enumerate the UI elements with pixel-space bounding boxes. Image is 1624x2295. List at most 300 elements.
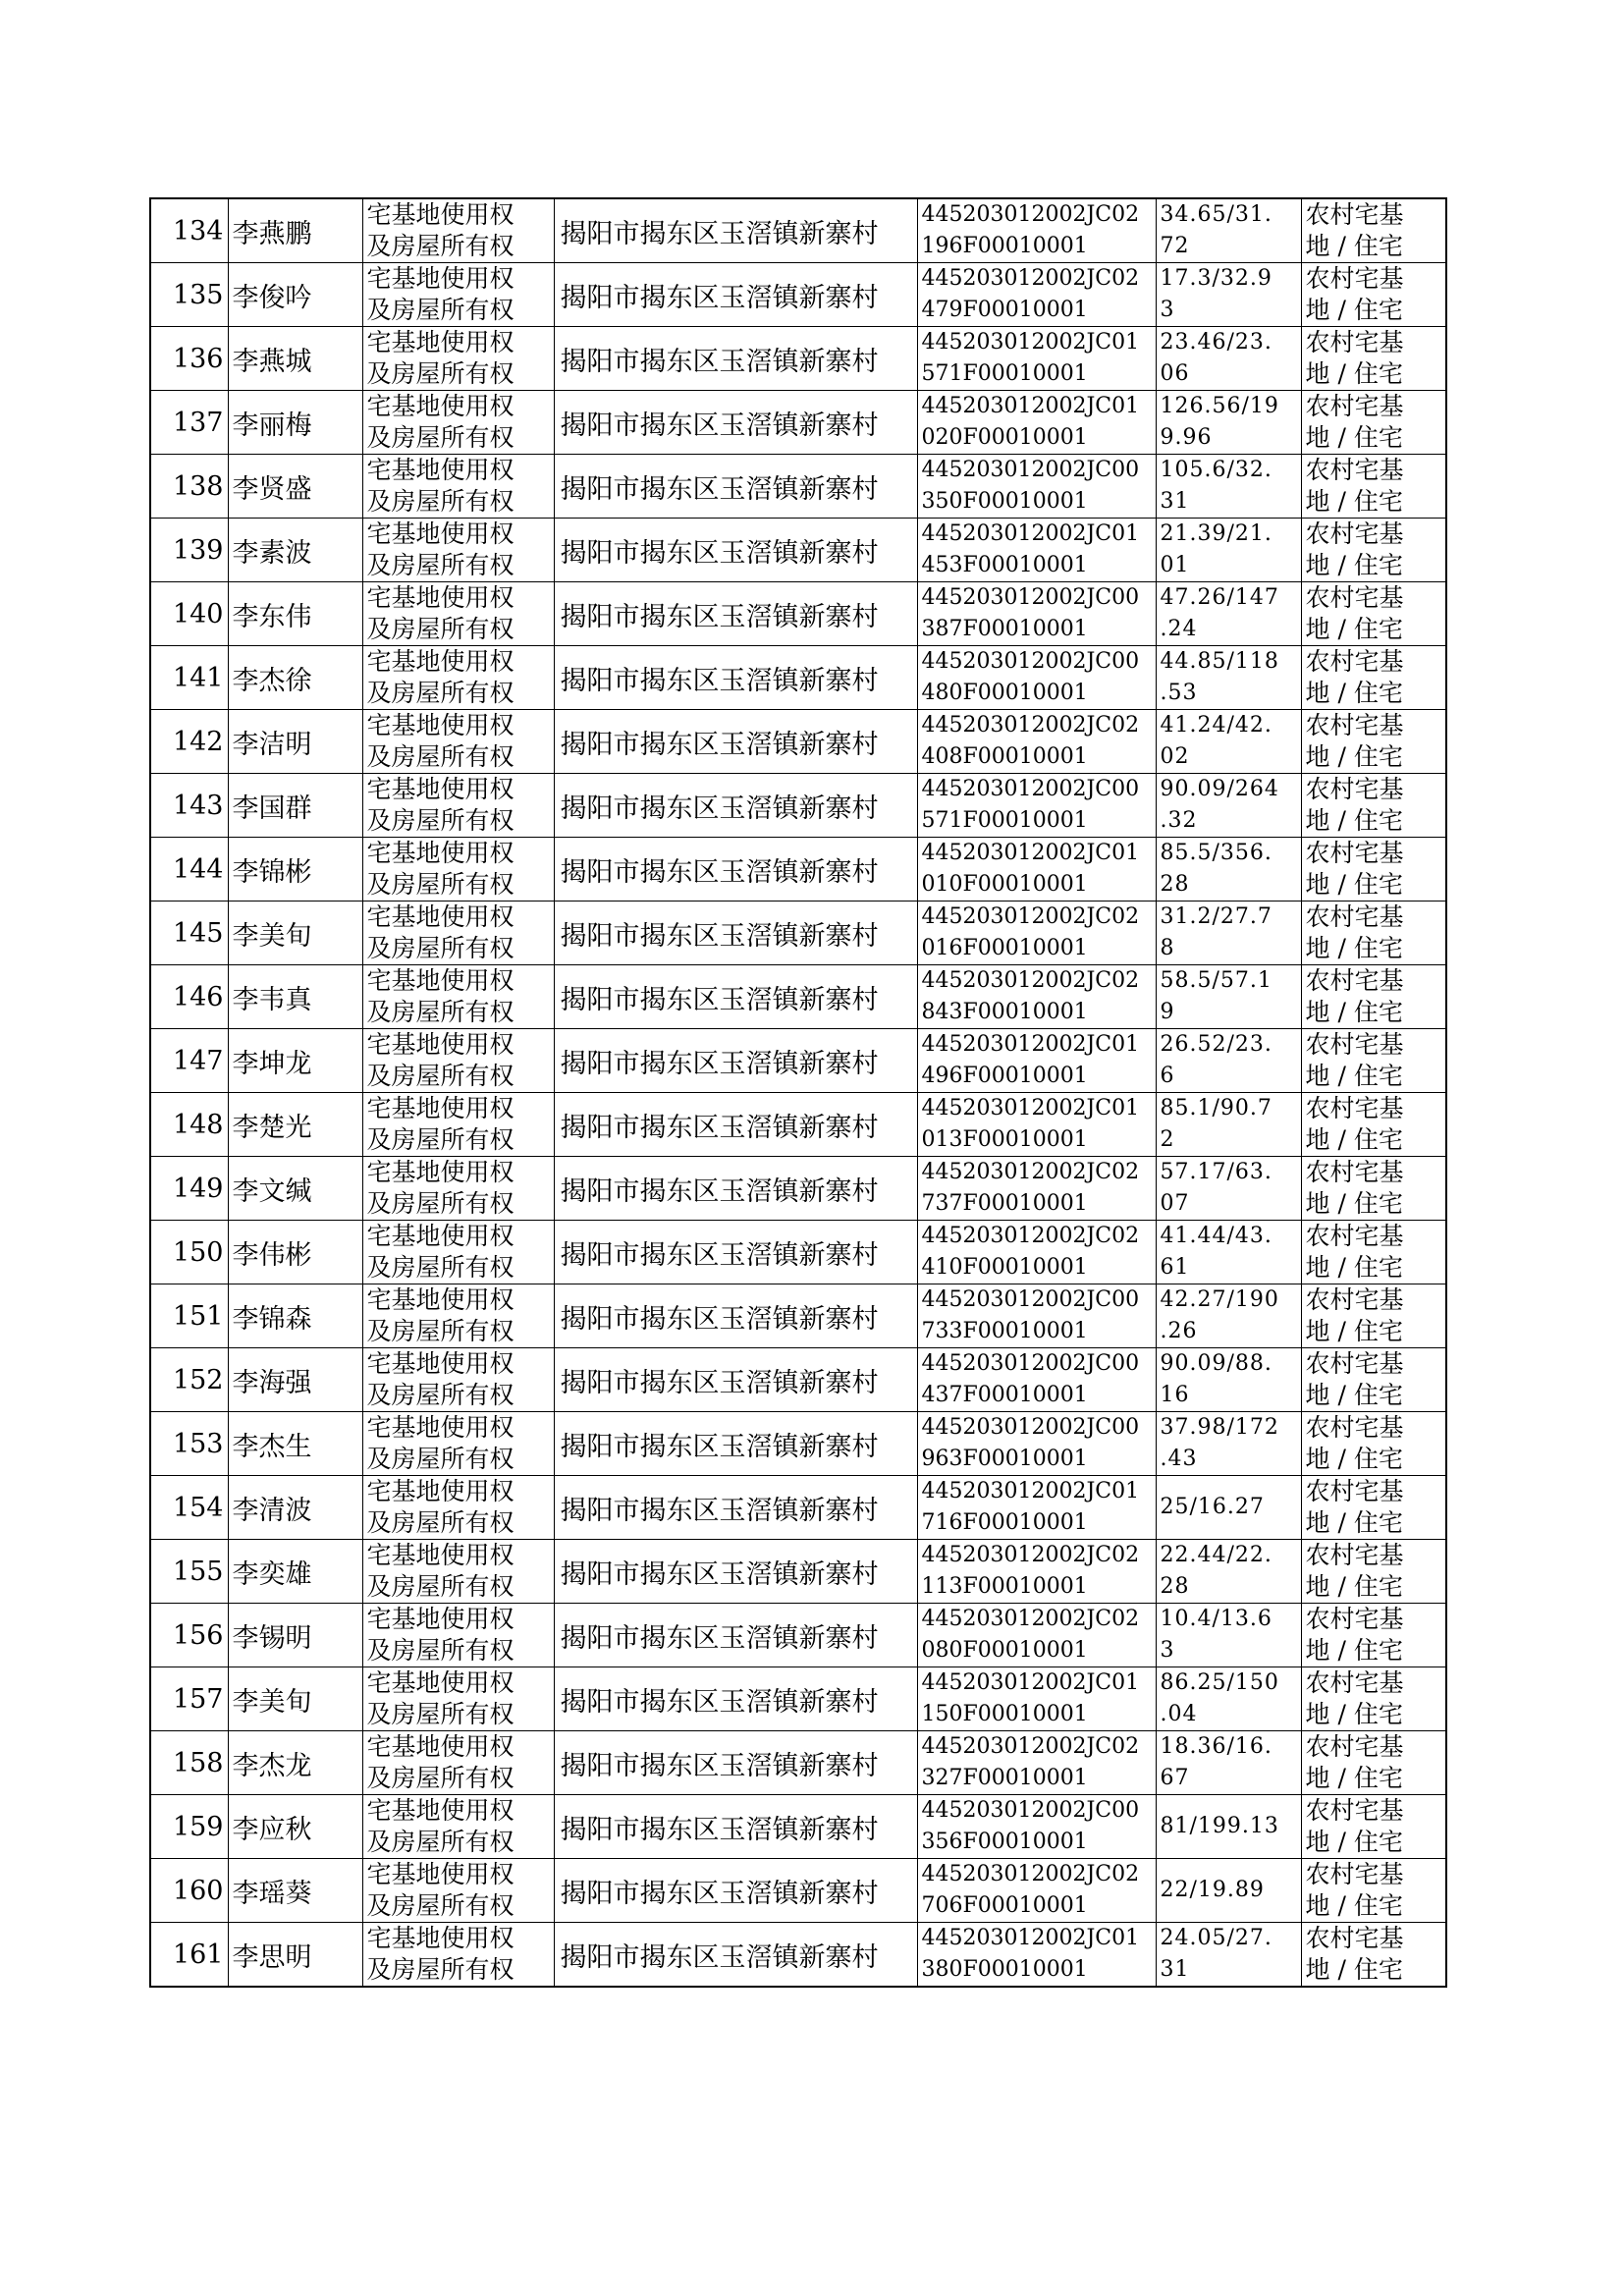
owner-name: 李贤盛 xyxy=(228,455,362,519)
right-type-cell xyxy=(362,1284,554,1348)
parcel-code-cell xyxy=(917,1859,1156,1923)
area-cell xyxy=(1156,774,1301,838)
table-row xyxy=(150,1157,1446,1221)
right-type-cell xyxy=(362,263,554,327)
owner-name: 李东伟 xyxy=(228,582,362,646)
area-cell xyxy=(1156,1348,1301,1412)
area-line: 85.5/356. xyxy=(1160,841,1272,865)
area-cell xyxy=(1156,1412,1301,1476)
land-use-cell xyxy=(1301,965,1446,1029)
right-type-line: 及房屋所有权 xyxy=(366,1317,514,1345)
right-type-cell xyxy=(362,838,554,902)
area-cell xyxy=(1156,519,1301,582)
row-number: 155 xyxy=(150,1540,228,1604)
area-line: 22/19.89 xyxy=(1160,1878,1265,1902)
parcel-code-cell xyxy=(917,965,1156,1029)
parcel-code-line: 445203012002JC00 xyxy=(921,1798,1140,1823)
parcel-code-line: 445203012002JC01 xyxy=(921,841,1140,865)
parcel-code-cell xyxy=(917,1284,1156,1348)
land-use-line: 地 / 住宅 xyxy=(1305,1955,1403,1984)
right-type-cell xyxy=(362,1731,554,1795)
land-use-cell xyxy=(1301,1157,1446,1221)
area-line: 17.3/32.9 xyxy=(1160,266,1272,291)
owner-name: 李奕雄 xyxy=(228,1540,362,1604)
land-use-line: 农村宅基 xyxy=(1305,1605,1404,1633)
right-type-cell xyxy=(362,710,554,774)
right-type-cell xyxy=(362,1412,554,1476)
land-use-line: 地 / 住宅 xyxy=(1305,296,1403,324)
row-number: 158 xyxy=(150,1731,228,1795)
right-type-line: 宅基地使用权 xyxy=(366,328,514,356)
right-type-line: 及房屋所有权 xyxy=(366,679,514,707)
location: 揭阳市揭东区玉滘镇新寨村 xyxy=(554,1157,917,1221)
land-use-line: 地 / 住宅 xyxy=(1305,1828,1403,1856)
parcel-code-line: 445203012002JC01 xyxy=(921,1479,1140,1503)
parcel-code-cell xyxy=(917,1157,1156,1221)
land-use-line: 地 / 住宅 xyxy=(1305,1125,1403,1154)
right-type-cell xyxy=(362,1667,554,1731)
parcel-code-cell xyxy=(917,519,1156,582)
area-line: 31.2/27.7 xyxy=(1160,904,1272,929)
row-number: 157 xyxy=(150,1667,228,1731)
location: 揭阳市揭东区玉滘镇新寨村 xyxy=(554,1476,917,1540)
location: 揭阳市揭东区玉滘镇新寨村 xyxy=(554,1731,917,1795)
location: 揭阳市揭东区玉滘镇新寨村 xyxy=(554,1540,917,1604)
owner-name: 李文缄 xyxy=(228,1157,362,1221)
land-use-line: 地 / 住宅 xyxy=(1305,1189,1403,1218)
land-use-line: 地 / 住宅 xyxy=(1305,934,1403,962)
row-number: 139 xyxy=(150,519,228,582)
area-line: 26.52/23. xyxy=(1160,1032,1272,1057)
table-row xyxy=(150,455,1446,519)
parcel-code-line: 445203012002JC00 xyxy=(921,458,1140,482)
right-type-line: 宅基地使用权 xyxy=(366,1477,514,1505)
area-line: 8 xyxy=(1160,936,1175,960)
parcel-code-line: 445203012002JC02 xyxy=(921,968,1140,993)
right-type-line: 宅基地使用权 xyxy=(366,1541,514,1569)
parcel-code-line: 327F00010001 xyxy=(921,1766,1088,1790)
right-type-cell xyxy=(362,1923,554,1988)
area-line: 10.4/13.6 xyxy=(1160,1607,1272,1631)
land-use-cell xyxy=(1301,902,1446,965)
location: 揭阳市揭东区玉滘镇新寨村 xyxy=(554,1923,917,1988)
area-cell xyxy=(1156,327,1301,391)
right-type-line: 宅基地使用权 xyxy=(366,1860,514,1888)
area-line: 25/16.27 xyxy=(1160,1495,1265,1519)
land-use-cell xyxy=(1301,838,1446,902)
land-use-line: 地 / 住宅 xyxy=(1305,998,1403,1026)
land-use-cell xyxy=(1301,1731,1446,1795)
table-row xyxy=(150,646,1446,710)
right-type-line: 宅基地使用权 xyxy=(366,1094,514,1122)
parcel-code-cell xyxy=(917,774,1156,838)
parcel-code-line: 963F00010001 xyxy=(921,1447,1088,1471)
row-number: 148 xyxy=(150,1093,228,1157)
right-type-cell xyxy=(362,1348,554,1412)
right-type-line: 宅基地使用权 xyxy=(366,1158,514,1186)
row-number: 152 xyxy=(150,1348,228,1412)
table-row xyxy=(150,1859,1446,1923)
land-use-cell xyxy=(1301,646,1446,710)
right-type-line: 及房屋所有权 xyxy=(366,1189,514,1218)
right-type-line: 宅基地使用权 xyxy=(366,1349,514,1378)
land-use-cell xyxy=(1301,327,1446,391)
land-use-line: 地 / 住宅 xyxy=(1305,742,1403,771)
parcel-code-line: 380F00010001 xyxy=(921,1957,1088,1982)
right-type-line: 及房屋所有权 xyxy=(366,806,514,835)
row-number: 134 xyxy=(150,198,228,263)
table-row xyxy=(150,519,1446,582)
area-cell xyxy=(1156,902,1301,965)
location: 揭阳市揭东区玉滘镇新寨村 xyxy=(554,327,917,391)
right-type-line: 宅基地使用权 xyxy=(366,711,514,739)
parcel-code-cell xyxy=(917,646,1156,710)
location: 揭阳市揭东区玉滘镇新寨村 xyxy=(554,198,917,263)
land-use-line: 农村宅基 xyxy=(1305,519,1404,548)
owner-name: 李清波 xyxy=(228,1476,362,1540)
parcel-code-cell xyxy=(917,1795,1156,1859)
area-line: 72 xyxy=(1160,234,1190,258)
table-row xyxy=(150,1923,1446,1988)
area-cell xyxy=(1156,582,1301,646)
parcel-code-line: 408F00010001 xyxy=(921,744,1088,769)
land-use-line: 农村宅基 xyxy=(1305,1158,1404,1186)
land-use-line: 地 / 住宅 xyxy=(1305,870,1403,899)
land-use-line: 农村宅基 xyxy=(1305,1924,1404,1952)
parcel-code-cell xyxy=(917,327,1156,391)
parcel-code-cell xyxy=(917,838,1156,902)
parcel-code-line: 445203012002JC02 xyxy=(921,713,1140,738)
area-cell xyxy=(1156,391,1301,455)
right-type-cell xyxy=(362,327,554,391)
parcel-code-line: 387F00010001 xyxy=(921,617,1088,641)
land-use-cell xyxy=(1301,263,1446,327)
area-cell xyxy=(1156,1221,1301,1284)
right-type-line: 宅基地使用权 xyxy=(366,1030,514,1059)
land-use-cell xyxy=(1301,1284,1446,1348)
row-number: 160 xyxy=(150,1859,228,1923)
location: 揭阳市揭东区玉滘镇新寨村 xyxy=(554,519,917,582)
right-type-line: 及房屋所有权 xyxy=(366,998,514,1026)
owner-name: 李应秋 xyxy=(228,1795,362,1859)
land-use-line: 地 / 住宅 xyxy=(1305,1062,1403,1090)
area-line: 58.5/57.1 xyxy=(1160,968,1272,993)
owner-name: 李杰龙 xyxy=(228,1731,362,1795)
right-type-cell xyxy=(362,1029,554,1093)
area-line: 42.27/190 xyxy=(1160,1287,1279,1312)
table-row xyxy=(150,1667,1446,1731)
parcel-code-cell xyxy=(917,1540,1156,1604)
location: 揭阳市揭东区玉滘镇新寨村 xyxy=(554,1284,917,1348)
parcel-code-line: 445203012002JC02 xyxy=(921,1734,1140,1759)
parcel-code-cell xyxy=(917,902,1156,965)
row-number: 154 xyxy=(150,1476,228,1540)
land-use-line: 地 / 住宅 xyxy=(1305,679,1403,707)
land-use-line: 地 / 住宅 xyxy=(1305,423,1403,452)
parcel-code-line: 445203012002JC00 xyxy=(921,649,1140,674)
land-use-line: 农村宅基 xyxy=(1305,775,1404,803)
parcel-code-line: 356F00010001 xyxy=(921,1830,1088,1854)
row-number: 144 xyxy=(150,838,228,902)
owner-name: 李美旬 xyxy=(228,902,362,965)
parcel-code-cell xyxy=(917,1221,1156,1284)
location: 揭阳市揭东区玉滘镇新寨村 xyxy=(554,1029,917,1093)
right-type-line: 宅基地使用权 xyxy=(366,1285,514,1314)
owner-name: 李楚光 xyxy=(228,1093,362,1157)
area-cell xyxy=(1156,965,1301,1029)
table-row xyxy=(150,1029,1446,1093)
area-cell xyxy=(1156,1157,1301,1221)
area-line: .53 xyxy=(1160,681,1198,705)
right-type-line: 宅基地使用权 xyxy=(366,519,514,548)
area-line: 61 xyxy=(1160,1255,1190,1280)
parcel-code-line: 445203012002JC02 xyxy=(921,1607,1140,1631)
area-cell xyxy=(1156,1476,1301,1540)
parcel-code-line: 445203012002JC00 xyxy=(921,777,1140,801)
area-cell xyxy=(1156,1540,1301,1604)
land-use-line: 地 / 住宅 xyxy=(1305,1700,1403,1728)
right-type-cell xyxy=(362,198,554,263)
right-type-line: 及房屋所有权 xyxy=(366,423,514,452)
parcel-code-line: 350F00010001 xyxy=(921,489,1088,514)
owner-name: 李伟彬 xyxy=(228,1221,362,1284)
parcel-code-line: 706F00010001 xyxy=(921,1893,1088,1918)
table-row xyxy=(150,1221,1446,1284)
right-type-cell xyxy=(362,1221,554,1284)
right-type-line: 宅基地使用权 xyxy=(366,1924,514,1952)
parcel-code-line: 410F00010001 xyxy=(921,1255,1088,1280)
area-line: 2 xyxy=(1160,1127,1175,1152)
area-line: 9 xyxy=(1160,1000,1175,1024)
land-use-line: 农村宅基 xyxy=(1305,1349,1404,1378)
area-line: 07 xyxy=(1160,1191,1190,1216)
land-use-line: 农村宅基 xyxy=(1305,647,1404,676)
parcel-code-cell xyxy=(917,263,1156,327)
right-type-cell xyxy=(362,1795,554,1859)
right-type-line: 及房屋所有权 xyxy=(366,296,514,324)
parcel-code-line: 571F00010001 xyxy=(921,808,1088,833)
parcel-code-cell xyxy=(917,1029,1156,1093)
parcel-code-line: 437F00010001 xyxy=(921,1383,1088,1407)
area-cell xyxy=(1156,1795,1301,1859)
parcel-code-cell xyxy=(917,198,1156,263)
location: 揭阳市揭东区玉滘镇新寨村 xyxy=(554,646,917,710)
parcel-code-line: 445203012002JC02 xyxy=(921,904,1140,929)
right-type-cell xyxy=(362,1476,554,1540)
right-type-line: 及房屋所有权 xyxy=(366,1955,514,1984)
area-cell xyxy=(1156,838,1301,902)
area-line: 16 xyxy=(1160,1383,1190,1407)
parcel-code-line: 445203012002JC01 xyxy=(921,1096,1140,1120)
land-use-line: 农村宅基 xyxy=(1305,711,1404,739)
row-number: 141 xyxy=(150,646,228,710)
right-type-line: 及房屋所有权 xyxy=(366,1636,514,1665)
right-type-line: 及房屋所有权 xyxy=(366,1700,514,1728)
registry-table-body xyxy=(150,198,1446,1987)
area-line: 34.65/31. xyxy=(1160,202,1272,227)
land-use-line: 农村宅基 xyxy=(1305,392,1404,420)
parcel-code-cell xyxy=(917,455,1156,519)
table-row xyxy=(150,1284,1446,1348)
area-cell xyxy=(1156,1093,1301,1157)
location: 揭阳市揭东区玉滘镇新寨村 xyxy=(554,902,917,965)
table-row xyxy=(150,774,1446,838)
area-line: 90.09/264 xyxy=(1160,777,1279,801)
land-use-line: 农村宅基 xyxy=(1305,839,1404,867)
owner-name: 李瑶葵 xyxy=(228,1859,362,1923)
row-number: 136 xyxy=(150,327,228,391)
right-type-line: 宅基地使用权 xyxy=(366,392,514,420)
land-use-line: 农村宅基 xyxy=(1305,583,1404,612)
area-line: 81/199.13 xyxy=(1160,1814,1279,1838)
land-use-line: 农村宅基 xyxy=(1305,1732,1404,1761)
right-type-cell xyxy=(362,646,554,710)
area-cell xyxy=(1156,198,1301,263)
right-type-line: 及房屋所有权 xyxy=(366,1062,514,1090)
parcel-code-line: 196F00010001 xyxy=(921,234,1088,258)
area-line: 01 xyxy=(1160,553,1190,577)
land-use-cell xyxy=(1301,1604,1446,1667)
land-use-line: 农村宅基 xyxy=(1305,1541,1404,1569)
area-line: 126.56/19 xyxy=(1160,394,1279,418)
area-line: 23.46/23. xyxy=(1160,330,1272,355)
parcel-code-line: 445203012002JC02 xyxy=(921,1160,1140,1184)
parcel-code-line: 445203012002JC01 xyxy=(921,1032,1140,1057)
parcel-code-line: 445203012002JC01 xyxy=(921,521,1140,546)
area-line: 41.44/43. xyxy=(1160,1224,1272,1248)
row-number: 135 xyxy=(150,263,228,327)
parcel-code-line: 445203012002JC00 xyxy=(921,1415,1140,1440)
land-use-cell xyxy=(1301,1476,1446,1540)
land-use-cell xyxy=(1301,391,1446,455)
right-type-cell xyxy=(362,902,554,965)
owner-name: 李美旬 xyxy=(228,1667,362,1731)
area-line: 67 xyxy=(1160,1766,1190,1790)
right-type-line: 宅基地使用权 xyxy=(366,839,514,867)
right-type-line: 及房屋所有权 xyxy=(366,870,514,899)
parcel-code-line: 445203012002JC02 xyxy=(921,1862,1140,1886)
owner-name: 李锡明 xyxy=(228,1604,362,1667)
right-type-line: 宅基地使用权 xyxy=(366,583,514,612)
area-line: 18.36/16. xyxy=(1160,1734,1272,1759)
land-use-line: 地 / 住宅 xyxy=(1305,806,1403,835)
right-type-line: 及房屋所有权 xyxy=(366,1253,514,1282)
table-row xyxy=(150,1093,1446,1157)
land-use-line: 农村宅基 xyxy=(1305,200,1404,229)
right-type-cell xyxy=(362,1157,554,1221)
parcel-code-cell xyxy=(917,391,1156,455)
owner-name: 李俊吟 xyxy=(228,263,362,327)
land-use-line: 地 / 住宅 xyxy=(1305,1508,1403,1537)
right-type-line: 及房屋所有权 xyxy=(366,1572,514,1601)
area-line: 9.96 xyxy=(1160,425,1213,450)
table-row xyxy=(150,902,1446,965)
area-line: .32 xyxy=(1160,808,1198,833)
table-row xyxy=(150,582,1446,646)
right-type-line: 及房屋所有权 xyxy=(366,1125,514,1154)
area-line: 6 xyxy=(1160,1064,1175,1088)
owner-name: 李丽梅 xyxy=(228,391,362,455)
right-type-cell xyxy=(362,774,554,838)
land-use-line: 地 / 住宅 xyxy=(1305,551,1403,579)
location: 揭阳市揭东区玉滘镇新寨村 xyxy=(554,1667,917,1731)
land-use-cell xyxy=(1301,1093,1446,1157)
parcel-code-cell xyxy=(917,1412,1156,1476)
right-type-cell xyxy=(362,1604,554,1667)
area-line: 21.39/21. xyxy=(1160,521,1272,546)
right-type-line: 宅基地使用权 xyxy=(366,647,514,676)
area-line: .43 xyxy=(1160,1447,1198,1471)
area-line: 41.24/42. xyxy=(1160,713,1272,738)
land-use-cell xyxy=(1301,1795,1446,1859)
area-cell xyxy=(1156,1604,1301,1667)
land-use-line: 农村宅基 xyxy=(1305,1796,1404,1825)
parcel-code-cell xyxy=(917,582,1156,646)
area-line: 31 xyxy=(1160,489,1190,514)
land-use-cell xyxy=(1301,1923,1446,1988)
registry-table xyxy=(149,197,1447,1988)
land-use-line: 地 / 住宅 xyxy=(1305,232,1403,260)
parcel-code-line: 445203012002JC01 xyxy=(921,394,1140,418)
land-use-cell xyxy=(1301,1029,1446,1093)
row-number: 159 xyxy=(150,1795,228,1859)
location: 揭阳市揭东区玉滘镇新寨村 xyxy=(554,391,917,455)
table-row xyxy=(150,263,1446,327)
owner-name: 李韦真 xyxy=(228,965,362,1029)
owner-name: 李燕鹏 xyxy=(228,198,362,263)
area-line: 22.44/22. xyxy=(1160,1543,1272,1567)
row-number: 150 xyxy=(150,1221,228,1284)
table-row xyxy=(150,710,1446,774)
right-type-line: 及房屋所有权 xyxy=(366,934,514,962)
parcel-code-line: 445203012002JC02 xyxy=(921,202,1140,227)
land-use-line: 地 / 住宅 xyxy=(1305,1381,1403,1409)
area-line: 3 xyxy=(1160,1638,1175,1663)
area-cell xyxy=(1156,1667,1301,1731)
right-type-line: 及房屋所有权 xyxy=(366,1828,514,1856)
land-use-line: 农村宅基 xyxy=(1305,1222,1404,1250)
table-row xyxy=(150,838,1446,902)
land-use-cell xyxy=(1301,1667,1446,1731)
area-cell xyxy=(1156,1284,1301,1348)
land-use-line: 地 / 住宅 xyxy=(1305,1317,1403,1345)
parcel-code-line: 571F00010001 xyxy=(921,361,1088,386)
location: 揭阳市揭东区玉滘镇新寨村 xyxy=(554,263,917,327)
right-type-cell xyxy=(362,965,554,1029)
right-type-line: 宅基地使用权 xyxy=(366,264,514,293)
area-line: 02 xyxy=(1160,744,1190,769)
land-use-line: 农村宅基 xyxy=(1305,1285,1404,1314)
row-number: 143 xyxy=(150,774,228,838)
area-line: 06 xyxy=(1160,361,1190,386)
land-use-line: 农村宅基 xyxy=(1305,902,1404,931)
row-number: 151 xyxy=(150,1284,228,1348)
location: 揭阳市揭东区玉滘镇新寨村 xyxy=(554,455,917,519)
right-type-line: 及房屋所有权 xyxy=(366,1508,514,1537)
right-type-line: 宅基地使用权 xyxy=(366,1668,514,1697)
land-use-line: 农村宅基 xyxy=(1305,1030,1404,1059)
owner-name: 李坤龙 xyxy=(228,1029,362,1093)
owner-name: 李素波 xyxy=(228,519,362,582)
location: 揭阳市揭东区玉滘镇新寨村 xyxy=(554,1859,917,1923)
owner-name: 李锦森 xyxy=(228,1284,362,1348)
location: 揭阳市揭东区玉滘镇新寨村 xyxy=(554,1412,917,1476)
parcel-code-line: 716F00010001 xyxy=(921,1510,1088,1535)
land-use-line: 地 / 住宅 xyxy=(1305,1891,1403,1920)
parcel-code-line: 445203012002JC01 xyxy=(921,330,1140,355)
right-type-line: 宅基地使用权 xyxy=(366,456,514,484)
right-type-cell xyxy=(362,1859,554,1923)
